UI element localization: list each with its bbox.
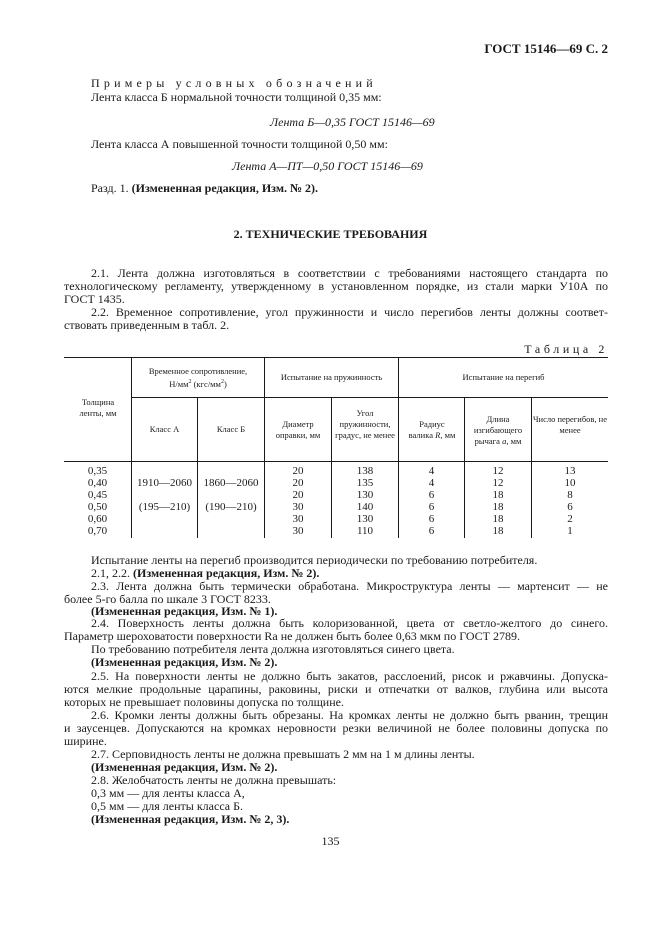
p21-line-3: ГОСТ 1435. <box>64 292 125 306</box>
header-length: Длина изгибающего рычага a, мм <box>473 414 523 446</box>
p24-amend: (Измененная редакция, Изм. № 2). <box>91 655 278 669</box>
p24-line-3: По требованию потребителя лента должна изготовляться синего цвета. <box>91 642 455 656</box>
table-top-rule <box>64 357 608 358</box>
table-cell: 4 <box>428 465 435 477</box>
p2122-prefix: 2.1, 2.2. <box>91 566 130 580</box>
table-cell: (190—210) <box>205 500 257 513</box>
example-designation-2: Лента А—ПТ—0,50 ГОСТ 15146—69 <box>232 159 423 173</box>
table-cell: 0,50 <box>87 500 108 513</box>
table-cell: (195—210) <box>138 500 191 513</box>
table-cell: 1860—2060 <box>203 476 259 489</box>
table-cell: 30 <box>292 500 304 513</box>
table-cell: 8 <box>567 488 573 501</box>
table-cell: 6 <box>428 524 435 537</box>
table-cell: 6 <box>428 500 435 513</box>
header-thickness: Толщина ленты, мм <box>79 397 117 418</box>
section-note <box>91 181 318 195</box>
table-vline <box>197 397 198 538</box>
table-cell: 30 <box>292 524 304 537</box>
table-cell: 130 <box>356 488 374 501</box>
example-designation-1: Лента Б—0,35 ГОСТ 15146—69 <box>270 115 435 129</box>
p26-line-2: и заусенцев. Допускаются на кромках неровности резки величиной не более половины допуска по <box>64 721 608 735</box>
table-cell: 6 <box>428 488 435 501</box>
p25-line-2: ются мелкие продольные царапины, раковины, риски и отпечатки от валков, глубина или высота <box>64 682 608 696</box>
table-cell: 12 <box>492 465 504 477</box>
p28-class-b: 0,5 мм — для ленты класса Б. <box>91 799 244 813</box>
table-cell: 1910—2060 <box>137 476 192 489</box>
p27-amend: (Измененная редакция, Изм. № 2). <box>91 760 278 774</box>
p22-line-2: ствовать приведенным в табл. 2. <box>64 318 230 332</box>
table-cell: 4 <box>428 476 435 489</box>
table-cell: 6 <box>428 512 435 525</box>
p23-line-2: более 5-го балла по шкале 3 ГОСТ 8233. <box>64 592 271 606</box>
p21-line-1: 2.1. Лента должна изготовляться в соответствии с требованиями настоящего стандарта по <box>91 266 608 280</box>
table-caption: Таблица 2 <box>524 342 608 356</box>
example-line-1: Лента класса Б нормальной точности толщиной 0,35 мм: <box>91 90 382 104</box>
table-cell: 2 <box>567 512 573 525</box>
p23-line-1: 2.3. Лента должна быть термически обработана. Микроструктура ленты — мартенсит — не <box>91 579 608 593</box>
header-spring-group: Испытание на пружинность <box>280 372 383 382</box>
header-angle: Угол пружинности, градус, не менее <box>335 408 395 440</box>
table-cell: 18 <box>492 500 504 513</box>
header-radius: Радиус валика R, мм <box>408 419 456 440</box>
header-tensile-group: Временное сопротивление, $Н/мм^2$ $(кгс/мм^2)$ <box>148 366 248 389</box>
table-cell: 13 <box>564 465 576 477</box>
table-cell: 18 <box>492 488 504 501</box>
examples-heading: Примеры условных обозначений <box>91 76 377 90</box>
table-cell: 135 <box>356 476 374 489</box>
header-class-b: Класс Б <box>216 424 246 434</box>
header-mandrel: Диаметр оправки, мм <box>275 419 321 440</box>
p2122-amend-line <box>91 566 319 580</box>
p21-line-2: технологическому регламенту, утвержденному в установленном порядке, из стали марки У10А по <box>64 279 608 293</box>
header-count: Число перегибов, не менее <box>533 414 608 435</box>
table-cell: 0,60 <box>87 512 108 525</box>
table-cell: 0,45 <box>87 488 108 501</box>
p2122-amend: (Измененная редакция, Изм. № 2). <box>133 566 320 580</box>
p27: 2.7. Серповидность ленты не должна превышать 2 мм на 1 м длины ленты. <box>91 747 475 761</box>
table-cell: 18 <box>492 524 504 537</box>
page-number: 135 <box>321 834 340 848</box>
section-2-title: 2. ТЕХНИЧЕСКИЕ ТРЕБОВАНИЯ <box>233 227 428 241</box>
p24-line-2: Параметр шероховатости поверхности Ra не должен быть более 0,63 мкм по ГОСТ 2789. <box>64 629 520 643</box>
page-header: ГОСТ 15146—69 С. 2 <box>484 41 608 56</box>
p25-line-3: которых не превышает половины допуска по толщине. <box>64 695 344 709</box>
section-note-amend: (Измененная редакция, Изм. № 2). <box>131 181 319 195</box>
table-cell: 10 <box>564 476 576 489</box>
p28-class-a: 0,3 мм — для ленты класса А, <box>91 786 245 800</box>
section-note-prefix: Разд. 1. <box>91 181 129 195</box>
table-cell: 0,70 <box>87 524 108 537</box>
table-cell: 138 <box>356 465 374 477</box>
p26-line-3: ширине. <box>64 734 107 748</box>
table-cell: 1 <box>567 524 573 537</box>
example-line-2: Лента класса А повышенной точности толщиной 0,50 мм: <box>91 137 388 151</box>
bend-test-note: Испытание ленты на перегиб производится периодически по требованию потребителя. <box>91 553 538 567</box>
header-bend-group: Испытание на перегиб <box>462 372 545 382</box>
p24-line-1: 2.4. Поверхность ленты должна быть колоризованной, цвета от светло-желтого до синего. <box>91 616 608 630</box>
table-cell: 130 <box>356 512 374 525</box>
header-class-a: Класс А <box>149 424 180 434</box>
table-cell: 30 <box>292 512 304 525</box>
p28: 2.8. Желобчатость ленты не должна превышать: <box>91 773 337 787</box>
table-cell: 0,35 <box>87 465 108 477</box>
table-cell: 20 <box>292 488 304 501</box>
p25-line-1: 2.5. На поверхности ленты не должно быть закатов, расслоений, рисок и ржавчины. Допуска- <box>91 669 608 683</box>
table-cell: 18 <box>492 512 504 525</box>
p26-line-1: 2.6. Кромки ленты должны быть обрезаны. На кромках ленты не должно быть рванин, трещин <box>91 708 608 722</box>
table-cell: 0,40 <box>87 476 108 489</box>
table-cell: 20 <box>292 476 304 489</box>
table-header-bottom-rule <box>64 461 608 462</box>
p22-line-1: 2.2. Временное сопротивление, угол пружинности и число перегибов ленты должны соответ- <box>91 305 608 319</box>
p23-amend: (Измененная редакция, Изм. № 1). <box>91 604 278 618</box>
table-cell: 12 <box>492 476 504 489</box>
table-mid-rule <box>131 397 608 398</box>
table-cell: 140 <box>356 500 374 513</box>
table-cell: 6 <box>567 500 573 513</box>
p28-amend: (Измененная редакция, Изм. № 2, 3). <box>91 812 290 826</box>
table-cell: 110 <box>356 524 374 537</box>
table-cell: 20 <box>292 465 304 477</box>
